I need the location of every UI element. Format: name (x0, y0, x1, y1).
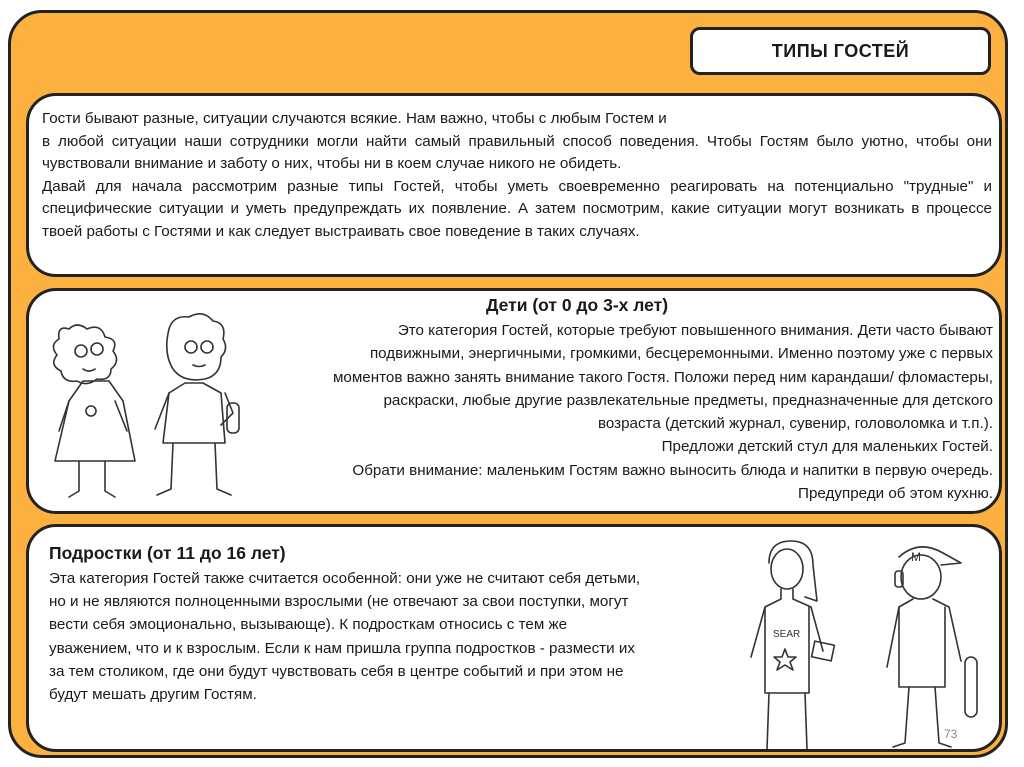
kids-line: Предупреди об этом кухню. (798, 485, 993, 503)
teens-line: за тем столиком, где они будут чувствовать себя в центре событий и при этом не (49, 662, 624, 680)
children-illustration (39, 299, 259, 509)
teens-line: уважением, что и к взрослым. Если к нам пришла группа подростков - размести их (49, 639, 635, 657)
intro-paragraph: Давай для начала рассмотрим разные типы Гостей, чтобы уметь своевременно реагировать на потенциально "трудные" и специфические ситуации и уметь предупреждать их появление. А затем посмотрим, какие ситуации могут возникать в процессе твоей работы с Гостями и как следует выстраивать свое поведение в таких случаях. (42, 177, 992, 240)
teens-panel (26, 524, 1002, 752)
teens-text (49, 567, 729, 706)
teens-heading: Подростки (от 11 до 16 лет) (49, 543, 286, 563)
teens-line: но и не являются полноценными взрослыми (не отвечают за свои поступки, могут (49, 593, 629, 611)
shirt-text: SEAR (773, 629, 801, 640)
kids-line: Предложи детский стул для маленьких Гостей. (661, 438, 993, 456)
kids-line: возраста (детский журнал, сувенир, головоломка и т.п.). (597, 415, 993, 433)
teens-line: вести себя эмоционально, вызывающе). К подросткам относись с тем же (49, 616, 568, 634)
kids-line: моментов важно занять внимание такого Гостя. Положи перед ним карандаши/ фломастеры, (332, 368, 993, 386)
page-title: ТИПЫ ГОСТЕЙ (690, 27, 991, 75)
kids-heading: Дети (от 0 до 3-х лет) (485, 295, 669, 315)
kids-panel (26, 288, 1002, 514)
cap-letter: M (911, 550, 921, 564)
intro-paragraph: Гости бывают разные, ситуации случаются всякие. Нам важно, чтобы с любым Гостем и (42, 110, 667, 127)
kids-line: раскраски, любые другие развлекательные предметы, предназначенные для детского (383, 391, 993, 409)
page-number: 73 (944, 727, 958, 741)
teens-line: будут мешать другим Гостям. (49, 686, 257, 704)
kids-text (229, 319, 993, 505)
kids-line: Это категория Гостей, которые требуют повышенного внимания. Дети часто бывают (397, 322, 993, 339)
kids-line: подвижными, энергичными, громкими, бесцеремонными. Именно поэтому уже с первых (369, 345, 993, 363)
teenagers-illustration (729, 533, 989, 749)
intro-panel (26, 93, 1002, 277)
intro-paragraph: в любой ситуации наши сотрудники могли найти самый правильный способ поведения. Чтобы Гостям было уютно, чтобы они чувствовали внимание и заботу о них, чтобы ни в коем случае никого не обидеть. (42, 132, 992, 172)
kids-line: Обрати внимание: маленьким Гостям важно выносить блюда и напитки в первую очередь. (352, 461, 993, 479)
intro-text (42, 108, 992, 243)
teens-line: Эта категория Гостей также считается особенной: они уже не считают себя детьми, (49, 570, 641, 587)
